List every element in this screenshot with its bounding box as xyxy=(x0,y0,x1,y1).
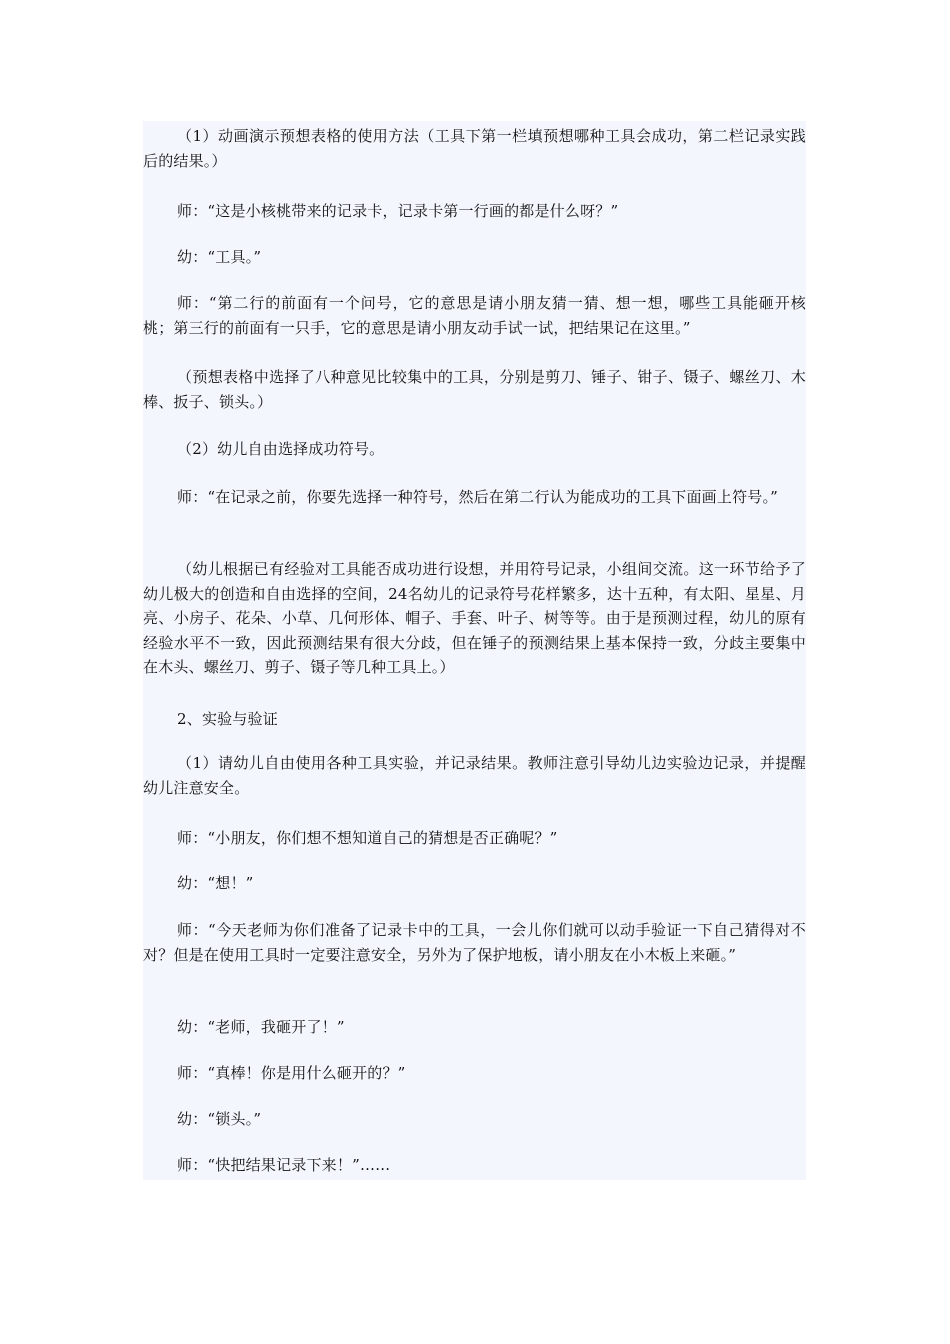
paragraph-free-experiment: （1）请幼儿自由使用各种工具实验，并记录结果。教师注意引导幼儿边实验边记录，并提醒幼儿注意安全。 xyxy=(143,754,806,797)
paragraph-choose-symbol: （2）幼儿自由选择成功符号。 xyxy=(177,440,385,458)
section-heading-experiment: 2、实验与验证 xyxy=(177,710,278,728)
paragraph-eight-tools: （预想表格中选择了八种意见比较集中的工具，分别是剪刀、锤子、钳子、镊子、螺丝刀、木棒、扳子、锁头。） xyxy=(143,368,806,411)
paragraph-child-cracked: 幼：“老师，我砸开了！” xyxy=(177,1018,345,1036)
paragraph-demo-table-method: （1）动画演示预想表格的使用方法（工具下第一栏填预想哪种工具会成功，第二栏记录实践后的结果。） xyxy=(143,127,806,170)
paragraph-teacher-prepared-tools: 师：“今天老师为你们准备了记录卡中的工具，一会儿你们就可以动手验证一下自己猜得对不对？但是在使用工具时一定要注意安全，另外为了保护地板，请小朋友在小木板上来砸。” xyxy=(143,921,806,964)
paragraph-child-tools: 幼：“工具。” xyxy=(177,248,262,266)
paragraph-teacher-record-result: 师：“快把结果记录下来！”…… xyxy=(177,1156,391,1174)
paragraph-teacher-record-card: 师：“这是小核桃带来的记录卡，记录卡第一行画的都是什么呀？” xyxy=(177,202,619,220)
paragraph-teacher-before-record: 师：“在记录之前，你要先选择一种符号，然后在第二行认为能成功的工具下面画上符号。” xyxy=(177,488,779,506)
paragraph-teacher-second-row: 师：“第二行的前面有一个问号，它的意思是请小朋友猜一猜、想一想，哪些工具能砸开核桃；第三行的前面有一只手，它的意思是请小朋友动手试一试，把结果记在这里。” xyxy=(143,294,806,337)
paragraph-child-want: 幼：“想！” xyxy=(177,874,254,892)
paragraph-teacher-praise: 师：“真棒！你是用什么砸开的？” xyxy=(177,1064,406,1082)
paragraph-teacher-question: 师：“小朋友，你们想不想知道自己的猜想是否正确呢？” xyxy=(177,829,558,847)
paragraph-child-lock: 幼：“锁头。” xyxy=(177,1110,262,1128)
paragraph-children-predict: （幼儿根据已有经验对工具能否成功进行设想，并用符号记录，小组间交流。这一环节给予了幼儿极大的创造和自由选择的空间，24名幼儿的记录符号花样繁多，达十五种，有太阳、星星、月亮、小房子、花朵、小草、几何形体、帽子、手套、叶子、树等等。由于是预测过程，幼儿的原有经验水平不一致，因此预测结果有很大分歧，但在锤子的预测结果上基本保持一致，分歧主要集中在木头、螺丝刀、剪子、镊子等几种工具上。） xyxy=(143,560,806,676)
